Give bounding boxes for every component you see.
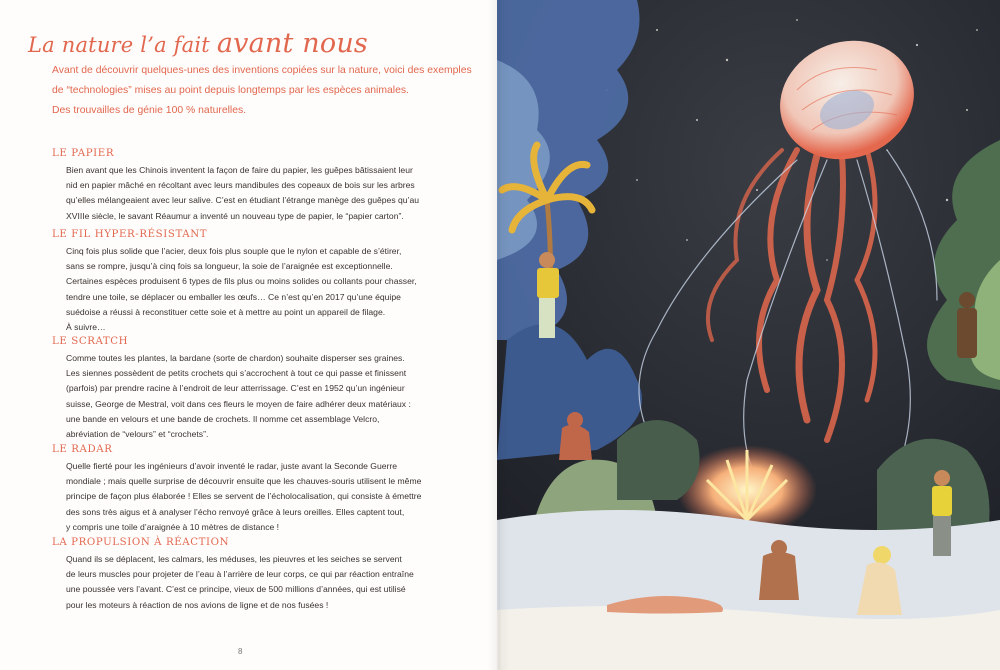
body-line: mondiale ; mais quelle surprise de découvrir ensuite que les chauves-souris utilisent le même [66,476,422,487]
intro-line: Avant de découvrir quelques-unes des inventions copiées sur la nature, voici des exemples [52,65,472,76]
body-line: une poussée vers l’avant. C’est ce principe, vieux de 500 millions d’années, qui est utilisé [66,584,406,595]
body-line: Quand ils se déplacent, les calmars, les méduses, les pieuvres et les seiches se servent [66,554,402,564]
page-title-part2: avant nous [216,28,368,59]
page-title-part1: La nature l’a fait [28,33,210,57]
body-line: XVIIIe siècle, le savant Réaumur a inventé un nouveau type de papier, le “papier carton”. [66,210,404,221]
body-line: principe de façon plus élaborée ! Elles se servent de l’écholocalisation, qui consiste à émettre [66,491,422,502]
section-heading: LA PROPULSION À RÉACTION [52,537,230,548]
body-line: nid en papier mâché en récoltant avec leurs mandibules des copeaux de bois sur les arbres [66,180,415,191]
body-line: À suivre… [66,322,106,333]
body-line: Les siennes possèdent de petits crochets qui s’accrochent à tout ce qui passe et finissent [66,368,407,379]
section-fil [52,228,447,335]
body-line: abréviation de “velours” et “crochets”. [66,429,209,440]
section-body [66,163,447,224]
text-page [0,0,497,670]
section-body [66,459,447,535]
jellyfish-illustration [497,0,1000,670]
body-line: de leurs muscles pour projeter de l’eau à l’arrière de leur corps, ce qui par réaction entraîne [66,569,414,580]
intro-line: de “technologies” mises au point depuis longtemps par les espèces animales. [52,85,409,96]
body-line: qu’elles mélangeaient avec leur salive. C’est en étudiant l’étrange manège des guêpes qu’au [66,195,420,206]
body-line: Comme toutes les plantes, la bardane (sorte de chardon) souhaite disperser ses graines. [66,353,405,363]
body-line: pour les moteurs à réaction de nos avions de ligne et de nos fusées ! [66,599,329,610]
book-gutter [488,0,510,670]
page-number: 8 [238,647,243,656]
section-heading: LE FIL HYPER-RÉSISTANT [52,229,208,240]
body-line: Certaines espèces produisent 6 types de fils plus ou moins solides ou collants pour chasser, [66,276,417,287]
body-line: tendre une toile, se déplacer ou emballer les œufs… Ce n’est qu’en 2017 qu’une équipe [66,291,401,302]
body-line: une bande en velours et une bande de crochets. Il nomme cet assemblage Velcro, [66,413,380,424]
body-line: y compris une toile d’araignée à 10 mètres de distance ! [66,521,280,532]
section-body [66,244,447,335]
section-papier [52,147,447,224]
section-scratch [52,335,447,442]
body-line: Cinq fois plus solide que l’acier, deux fois plus souple que le nylon et capable de s’étirer, [66,246,402,256]
body-line: suédoise a réussi à reconstituer cette soie et à mettre au point un appareil de filage. [66,306,386,317]
illustration-page [497,0,1000,670]
body-line: sans se rompre, jusqu’à cinq fois sa longueur, la soie de l’araignée est exceptionnelle. [66,261,393,272]
section-body [66,552,447,613]
section-heading: LE PAPIER [52,148,115,159]
intro-paragraph [52,61,472,121]
section-body [66,351,447,442]
section-radar [52,443,447,535]
body-line: (parfois) par prendre racine à l’endroit de leur atterrissage. C’est en 1952 qu’un ingénieur [66,383,405,394]
body-line: suisse, George de Mestral, voit dans ces fleurs le moyen de faire adhérer deux matériaux : [66,398,411,409]
body-line: Bien avant que les Chinois inventent la façon de faire du papier, les guêpes bâtissaient leur [66,165,413,175]
section-heading: LE RADAR [52,444,113,455]
section-propulsion [52,536,447,613]
page-title [28,28,368,59]
body-line: des sons très aigus et à analyser l’écho renvoyé grâce à leurs oreilles. Elles captent tout, [66,506,405,517]
body-line: Quelle fierté pour les ingénieurs d’avoir inventé le radar, juste avant la Seconde Guerre [66,461,398,471]
section-heading: LE SCRATCH [52,336,129,347]
intro-line: Des trouvailles de génie 100 % naturelles. [52,105,247,116]
